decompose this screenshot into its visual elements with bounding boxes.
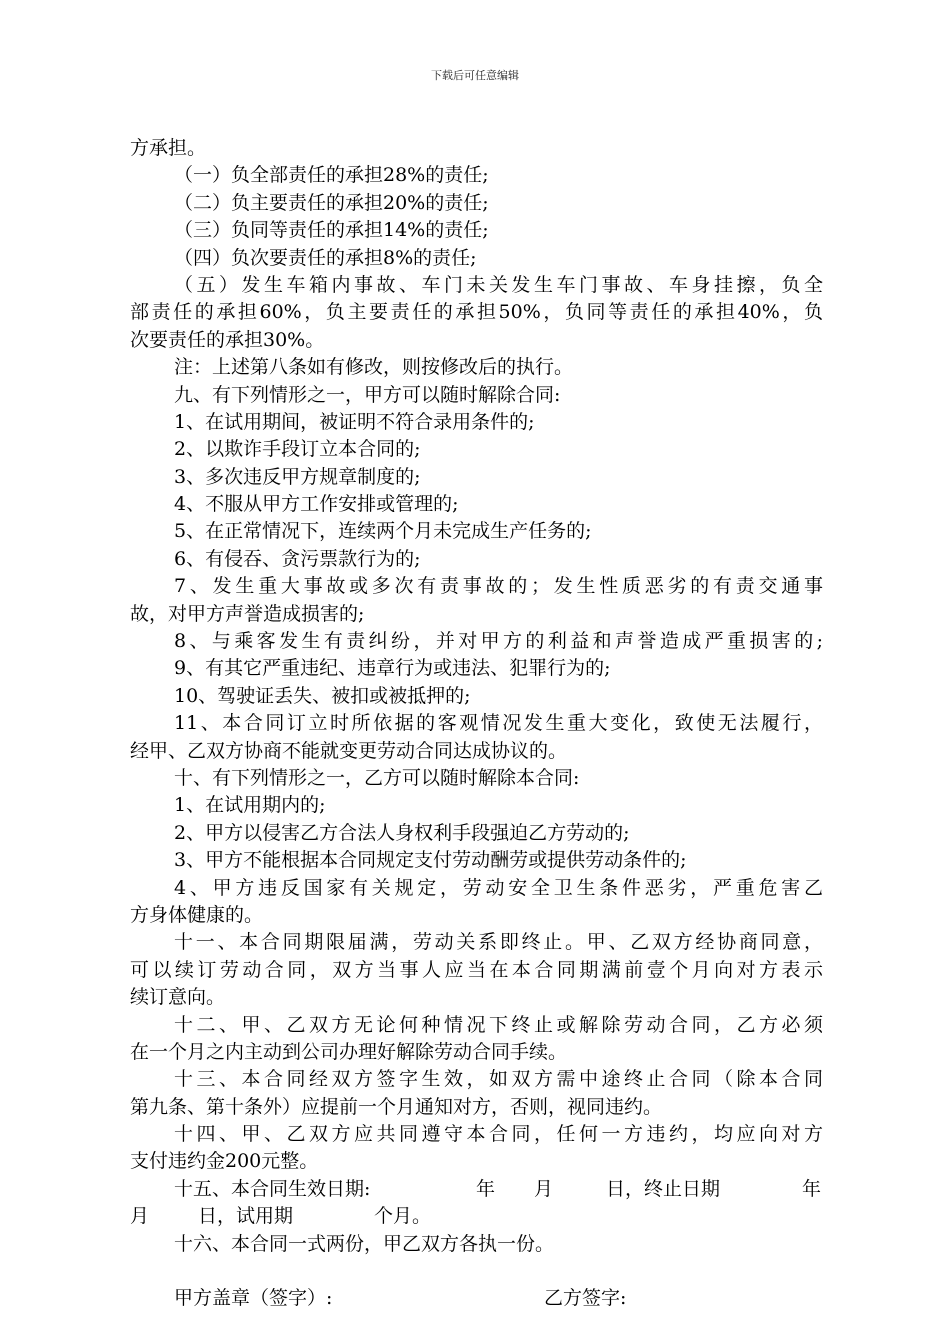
closing-clause: 十六、本合同一式两份，甲乙双方各执一份。 (174, 1232, 555, 1255)
text-line: 9、有其它严重违纪、违章行为或违法、犯罪行为的; (174, 657, 611, 680)
signature-row (130, 1285, 823, 1312)
party-a-signature-label: 甲方盖章（签字）: (174, 1287, 333, 1310)
text-line: 方身体健康的。 (130, 903, 264, 926)
text-line: 十三、本合同经双方签字生效，如双方需中途终止合同（除本合同 (174, 1068, 823, 1091)
text-line: （五）发生车箱内事故、车门未关发生车门事故、车身挂擦，负全 (174, 273, 823, 296)
text-line: 故，对甲方声誉造成损害的; (130, 602, 365, 625)
date-day-label: 日，终止日期 (606, 1177, 721, 1200)
text-line: 十、有下列情形之一，乙方可以随时解除本合同: (174, 766, 580, 789)
text-line: 10、驾驶证丢失、被扣或被抵押的; (174, 684, 471, 707)
spacer (130, 1258, 823, 1285)
text-line: 十一、本合同期限届满，劳动关系即终止。甲、乙双方经协商同意， (174, 931, 823, 954)
end-month-label: 月 (130, 1205, 150, 1228)
text-line: 6、有侵吞、贪污票款行为的; (174, 547, 421, 570)
text-line: 次要责任的承担30%。 (130, 328, 325, 351)
party-b-signature-label: 乙方签字: (544, 1287, 627, 1310)
text-line: 第九条、第十条外）应提前一个月通知对方，否则，视同违约。 (130, 1095, 663, 1118)
text-line: 十四、甲、乙双方应共同遵守本合同，任何一方违约，均应向对方 (174, 1123, 823, 1146)
text-line: 4、甲方违反国家有关规定，劳动安全卫生条件恶劣，严重危害乙 (174, 876, 823, 899)
text-line: 注：上述第八条如有修改，则按修改后的执行。 (174, 356, 574, 379)
text-line: 11、本合同订立时所依据的客观情况发生重大变化，致使无法履行， (174, 712, 823, 735)
document-body (130, 135, 823, 1313)
effective-date-line (130, 1176, 823, 1203)
date-month-label: 月 (534, 1177, 554, 1200)
date-year-label: 年 (476, 1177, 496, 1200)
text-line: （三）负同等责任的承担14%的责任; (174, 219, 489, 242)
text-line: 可以续订劳动合同，双方当事人应当在本合同期满前壹个月向对方表示 (130, 958, 823, 981)
date-clause-lead: 十五、本合同生效日期: (174, 1177, 371, 1200)
text-line: 续订意向。 (130, 986, 226, 1009)
text-line: （二）负主要责任的承担20%的责任; (174, 191, 489, 214)
text-line: 8、与乘客发生有责纠纷，并对甲方的利益和声誉造成严重损害的; (174, 630, 823, 653)
text-line: 1、在试用期内的; (174, 794, 326, 817)
text-line: 7、发生重大事故或多次有责事故的；发生性质恶劣的有责交通事 (174, 575, 823, 598)
text-line: （一）负全部责任的承担28%的责任; (174, 164, 489, 187)
text-line: 方承担。 (130, 137, 207, 159)
header-note: 下载后可任意编辑 (431, 69, 519, 82)
text-line: （四）负次要责任的承担8%的责任; (174, 246, 477, 269)
probation-months-label: 个月。 (374, 1205, 432, 1228)
end-date-line (130, 1203, 823, 1230)
text-line: 十二、甲、乙双方无论何种情况下终止或解除劳动合同，乙方必须 (174, 1013, 823, 1036)
text-line: 5、在正常情况下，连续两个月未完成生产任务的; (174, 520, 592, 543)
text-line: 在一个月之内主动到公司办理好解除劳动合同手续。 (130, 1040, 568, 1063)
text-line: 经甲、乙双方协商不能就变更劳动合同达成协议的。 (130, 739, 568, 762)
text-line: 2、甲方以侵害乙方合法人身权利手段强迫乙方劳动的; (174, 821, 630, 844)
text-line: 3、多次违反甲方规章制度的; (174, 465, 421, 488)
text-line: 部责任的承担60%，负主要责任的承担50%，负同等责任的承担40%，负 (130, 301, 823, 324)
text-line: 支付违约金200元整。 (130, 1150, 319, 1173)
text-line: 九、有下列情形之一，甲方可以随时解除合同: (174, 383, 561, 406)
end-day-label: 日，试用期 (198, 1205, 294, 1228)
text-line: 4、不服从甲方工作安排或管理的; (174, 493, 459, 516)
text-line: 2、以欺诈手段订立本合同的; (174, 438, 421, 461)
text-line: 1、在试用期间，被证明不符合录用条件的; (174, 410, 535, 433)
end-year-label: 年 (802, 1177, 822, 1200)
text-line: 3、甲方不能根据本合同规定支付劳动酬劳或提供劳动条件的; (174, 849, 687, 872)
